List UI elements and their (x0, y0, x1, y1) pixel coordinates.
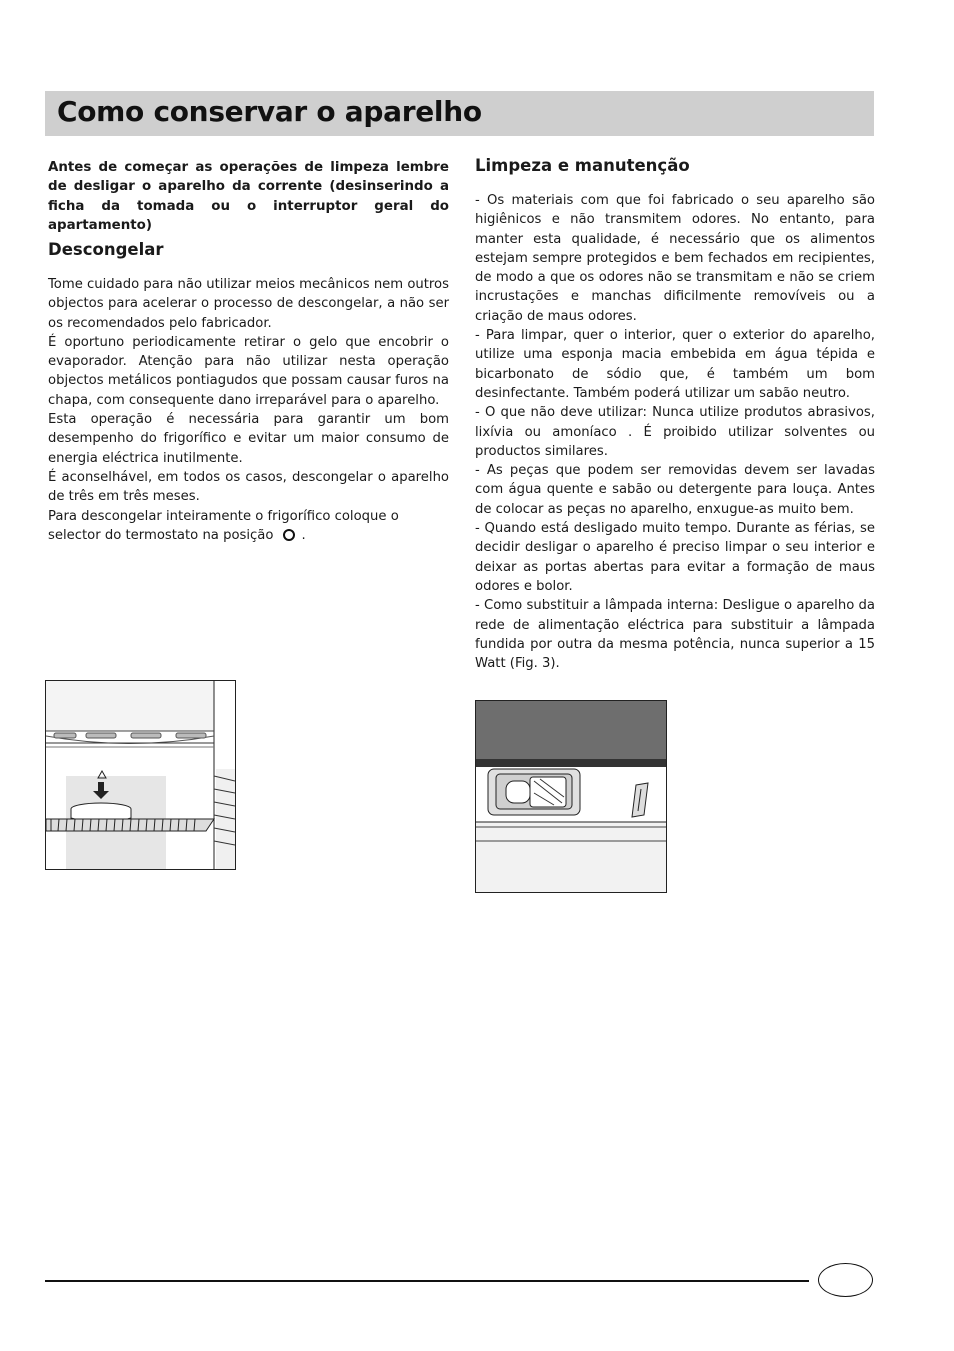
paragraph: - As peças que podem ser removidas devem ser lavadas com água quente e sabão ou detergente para louça. Antes de colocar as peças no aparelho, enxugue-as muito bem. (475, 463, 875, 517)
descongelar-text (48, 275, 449, 545)
paragraph: É oportuno periodicamente retirar o gelo que encobrir o evaporador. Atenção para não utilizar nesta operação objectos metálicos pontiagudos que possam causar furos na chapa, com consequente dano irreparável para o aparelho. (48, 334, 449, 408)
intro-warning: Antes de começar as operações de limpeza lembre de desligar o aparelho da corrente (desinserindo a ficha da tomada ou o interruptor geral do apartamento) (48, 160, 449, 233)
lamp-illustration (475, 700, 667, 893)
paragraph: - Os materiais com que foi fabricado o seu aparelho são higiênicos e não transmitem odores. No entanto, para manter esta qualidade, é necessário que os alimentos estejam sempre protegidos e bem fechados em recipientes, de modo a que os odores não se transmitam e não se criem incrustações e manchas dificilmente removíveis ou a criação de maus odores. (475, 193, 875, 324)
page-number-oval (818, 1263, 873, 1297)
limpeza-text (475, 191, 875, 673)
paragraph: - Para limpar, quer o interior, quer o exterior do aparelho, utilize uma esponja macia embebida em água tépida e bicarbonato de sódio que, é também um bom desinfectante. Também poderá utilizar um sabão neutro. (475, 328, 875, 401)
paragraph: - Como substituir a lâmpada interna: Desligue o aparelho da rede de alimentação eléctrica para substituir a lâmpada fundida por outra da mesma potência, nunca superior a 15 Watt (Fig. 3). (475, 598, 875, 672)
heading-descongelar: Descongelar (48, 240, 164, 259)
fridge-defrost-drawing (46, 681, 235, 869)
footer-rule (45, 1280, 809, 1282)
paragraph: - Quando está desligado muito tempo. Durante as férias, se decidir desligar o aparelho é preciso limpar o seu interior e deixar as portas abertas para evitar a formação de maus odores e bolor. (475, 521, 875, 594)
heading-limpeza: Limpeza e manutenção (475, 156, 690, 175)
circle-o-icon (283, 529, 295, 541)
paragraph-thermostat (48, 507, 449, 546)
title-bar (45, 91, 874, 136)
paragraph-end: . (301, 527, 306, 543)
defrost-illustration (45, 680, 236, 870)
paragraph-text: Para descongelar inteiramente o frigorífico coloque o selector do termostato na posição (48, 508, 399, 543)
lamp-replacement-drawing (476, 701, 666, 892)
paragraph: Tome cuidado para não utilizar meios mecânicos nem outros objectos para acelerar o processo de descongelar, a não ser os recomendados pelo fabricador. (48, 277, 449, 331)
paragraph: Esta operação é necessária para garantir um bom desempenho do frigorífico e evitar um maior consumo de energia eléctrica inutilmente. (48, 412, 449, 466)
paragraph: - O que não deve utilizar: Nunca utilize produtos abrasivos, lixívia ou amoníaco . É proibido utilizar solventes ou productos similares. (475, 405, 875, 459)
paragraph: É aconselhável, em todos os casos, descongelar o aparelho de três em três meses. (48, 469, 449, 505)
page-title: Como conservar o aparelho (57, 95, 482, 128)
